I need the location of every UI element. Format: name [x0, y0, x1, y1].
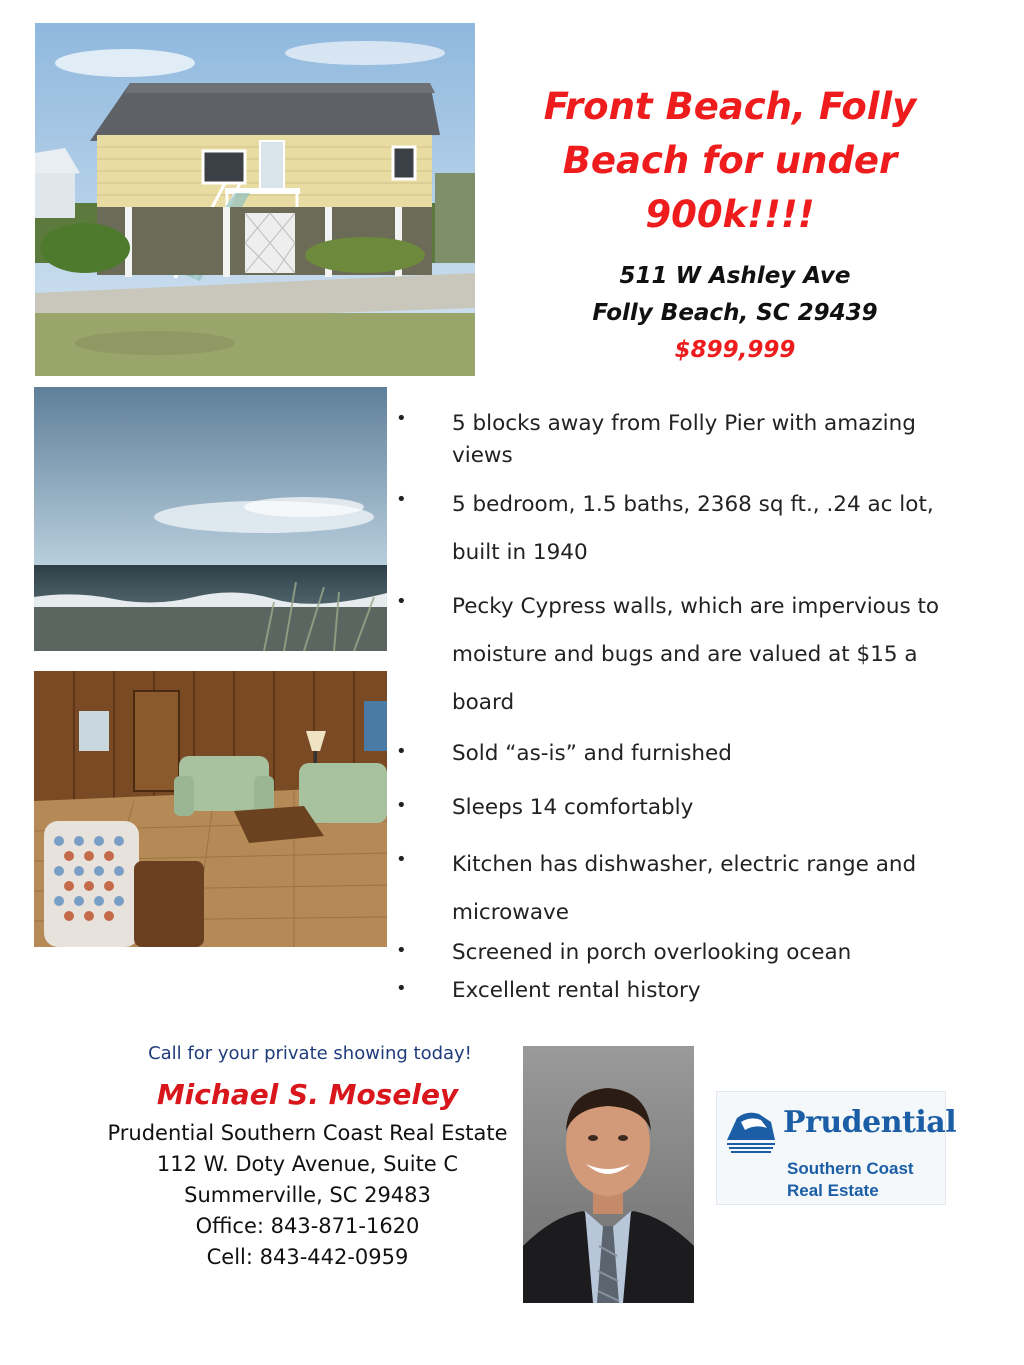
address-city: Folly Beach, SC 29439: [592, 300, 878, 326]
office-phone: Office: 843-871-1620: [195, 1214, 420, 1238]
headline-line: Front Beach, Folly: [543, 85, 917, 128]
feature-line: microwave: [452, 900, 569, 925]
feature-line: Pecky Cypress walls, which are impervious to: [452, 594, 940, 619]
address-street: 511 W Ashley Ave: [619, 263, 851, 289]
bullet-icon: •: [396, 408, 407, 429]
listing-headline: [520, 80, 940, 242]
bullet-icon: •: [396, 489, 407, 510]
listing-price: $899,999: [674, 337, 796, 363]
agent-name: Michael S. Moseley: [156, 1078, 459, 1111]
feature-line: views: [452, 443, 513, 468]
logo-subline: [787, 1158, 914, 1202]
rock-of-gibraltar-icon: [723, 1100, 779, 1156]
feature-line: Screened in porch overlooking ocean: [452, 940, 852, 965]
bullet-icon: •: [396, 741, 407, 762]
headline-line: 900k!!!!: [645, 193, 815, 236]
office-street: 112 W. Doty Avenue, Suite C: [156, 1152, 459, 1176]
prudential-logo: [716, 1091, 957, 1205]
feature-line: 5 blocks away from Folly Pier with amazing: [452, 411, 916, 436]
logo-subline-line: Southern Coast: [787, 1159, 914, 1178]
cell-phone: Cell: 843-442-0959: [206, 1245, 409, 1269]
feature-line: Sleeps 14 comfortably: [452, 795, 694, 820]
ocean-view-photo: [34, 387, 387, 651]
bullet-icon: •: [396, 940, 407, 961]
house-exterior-photo: [35, 23, 475, 376]
logo-wordmark: Prudential: [783, 1105, 957, 1140]
bullet-icon: •: [396, 849, 407, 870]
living-room-photo: [34, 671, 387, 947]
agent-contact-details: [40, 1118, 575, 1273]
bullet-icon: •: [396, 591, 407, 612]
feature-line: Excellent rental history: [452, 978, 701, 1003]
bullet-icon: •: [396, 795, 407, 816]
feature-line: built in 1940: [452, 540, 588, 565]
office-city: Summerville, SC 29483: [184, 1183, 431, 1207]
brokerage-name: Prudential Southern Coast Real Estate: [107, 1121, 508, 1145]
call-to-action: Call for your private showing today!: [148, 1043, 472, 1064]
headline-line: Beach for under: [562, 139, 898, 182]
feature-line: moisture and bugs and are valued at $15 a: [452, 642, 918, 667]
property-address: [540, 258, 930, 369]
bullet-icon: •: [396, 978, 407, 999]
feature-line: Kitchen has dishwasher, electric range and: [452, 852, 917, 877]
feature-line: 5 bedroom, 1.5 baths, 2368 sq ft., .24 ac lot,: [452, 492, 934, 517]
logo-subline-line: Real Estate: [787, 1181, 879, 1200]
feature-line: Sold “as-is” and furnished: [452, 741, 732, 766]
feature-line: board: [452, 690, 515, 715]
